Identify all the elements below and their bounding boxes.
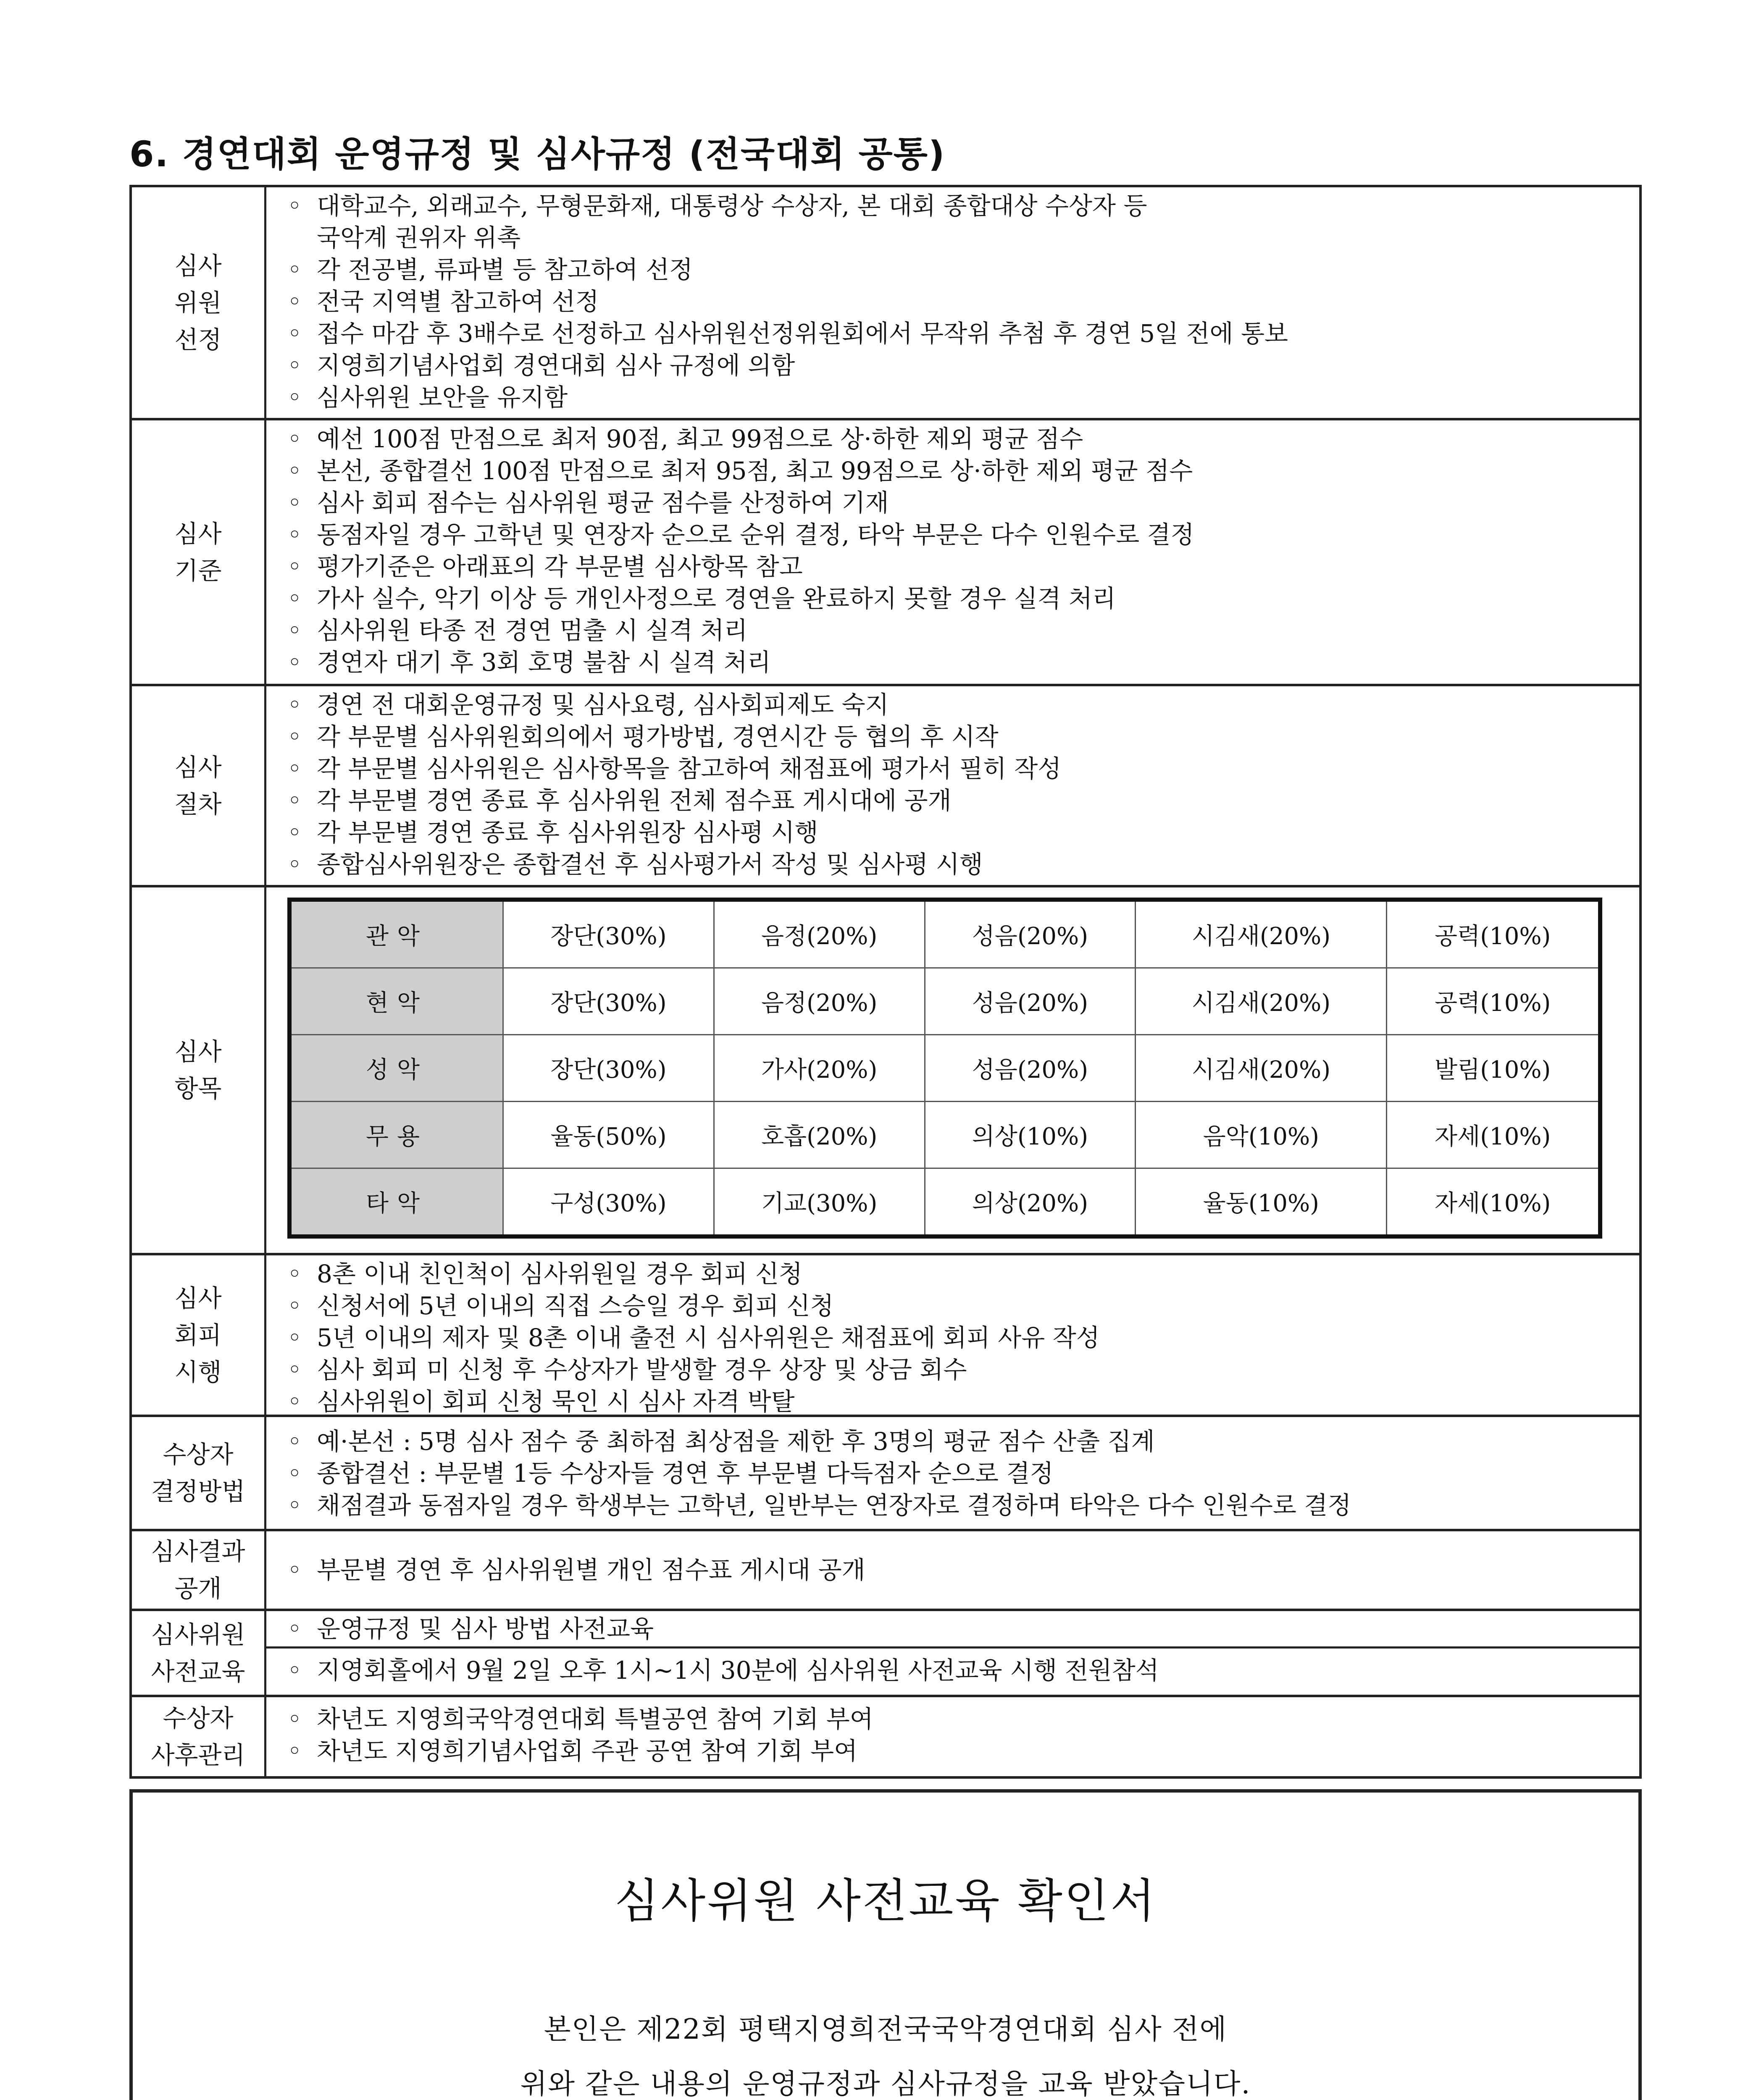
label-line: 심사 xyxy=(174,1037,222,1066)
table-cell: 시김새(20%) xyxy=(1136,968,1387,1035)
label-line: 항목 xyxy=(174,1074,222,1103)
regulations-table xyxy=(129,185,1642,1779)
category-cell: 무용 xyxy=(289,1102,503,1168)
category-cell: 성악 xyxy=(289,1035,503,1102)
table-cell: 음정(20%) xyxy=(714,968,925,1035)
confirmation-title: 심사위원 사전교육 확인서 xyxy=(614,1874,1157,1928)
list-item: ◦ 평가기준은 아래표의 각 부문별 심사항목 참고 xyxy=(287,552,803,581)
list-item: ◦ 심사위원 타종 전 경연 멈출 시 실격 처리 xyxy=(287,616,748,645)
table-row xyxy=(289,900,1600,968)
table-cell: 공력(10%) xyxy=(1387,968,1600,1035)
list-item: ◦ 심사 회피 미 신청 후 수상자가 발생할 경우 상장 및 상금 회수 xyxy=(287,1355,967,1384)
category-cell: 현악 xyxy=(289,968,503,1035)
list-item: ◦ 부문별 경연 후 심사위원별 개인 점수표 게시대 공개 xyxy=(287,1556,865,1584)
section-winner-decision xyxy=(132,1417,1639,1531)
scoring-grid xyxy=(287,898,1602,1239)
section-label xyxy=(132,187,266,418)
list-item: ◦ 채점결과 동점자일 경우 학생부는 고학년, 일반부는 연장자로 결정하며 타악은 다수 인원수로 결정 xyxy=(287,1491,1351,1520)
table-cell: 호흡(20%) xyxy=(714,1102,925,1168)
section-label xyxy=(132,1255,266,1415)
confirmation-line-1: 본인은 제22회 평택지영희전국국악경연대회 심사 전에 xyxy=(544,2013,1228,2045)
list-item-continuation: 국악계 권위자 위촉 xyxy=(317,223,521,252)
label-line: 수상자 xyxy=(163,1440,234,1469)
table-cell: 시김새(20%) xyxy=(1136,900,1387,968)
table-cell: 가사(20%) xyxy=(714,1035,925,1102)
label-line: 심사 xyxy=(174,251,222,280)
list-item: ◦ 심사 회피 점수는 심사위원 평균 점수를 산정하여 기재 xyxy=(287,488,889,517)
section-criteria xyxy=(132,420,1639,686)
section-label xyxy=(132,1611,266,1695)
table-cell: 공력(10%) xyxy=(1387,900,1600,968)
table-cell: 자세(10%) xyxy=(1387,1168,1600,1237)
label-line: 선정 xyxy=(174,325,222,354)
list-item: ◦ 동점자일 경우 고학년 및 연장자 순으로 순위 결정, 타악 부문은 다수 인원수로 결정 xyxy=(287,520,1194,549)
list-item: ◦ 본선, 종합결선 100점 만점으로 최저 95점, 최고 99점으로 상·하한 제외 평균 점수 xyxy=(287,457,1193,485)
label-line: 결정방법 xyxy=(151,1477,245,1506)
list-item: ◦ 대학교수, 외래교수, 무형문화재, 대통령상 수상자, 본 대회 종합대상 수상자 등 xyxy=(287,192,1147,220)
confirmation-box xyxy=(129,1789,1642,2100)
list-item: ◦ 차년도 지영희국악경연대회 특별공연 참여 기회 부여 xyxy=(287,1705,873,1733)
table-cell: 의상(10%) xyxy=(925,1102,1136,1168)
category-cell: 관악 xyxy=(289,900,503,968)
list-item: ◦ 접수 마감 후 3배수로 선정하고 심사위원선정위원회에서 무작위 추첨 후 경연 5일 전에 통보 xyxy=(287,319,1288,348)
section-label xyxy=(132,1417,266,1529)
list-item: ◦ 종합심사위원장은 종합결선 후 심사평가서 작성 및 심사평 시행 xyxy=(287,850,983,879)
list-item: ◦ 각 부문별 심사위원은 심사항목을 참고하여 채점표에 평가서 필히 작성 xyxy=(287,754,1062,783)
list-item: ◦ 지영회홀에서 9월 2일 오후 1시~1시 30분에 심사위원 사전교육 시행 전원참석 xyxy=(287,1656,1159,1685)
list-item: ◦ 경연 전 대회운영규정 및 심사요령, 심사회피제도 숙지 xyxy=(287,690,889,719)
table-cell: 음악(10%) xyxy=(1136,1102,1387,1168)
table-cell: 발림(10%) xyxy=(1387,1035,1600,1102)
table-cell: 시김새(20%) xyxy=(1136,1035,1387,1102)
list-item: ◦ 각 부문별 심사위원회의에서 평가방법, 경연시간 등 협의 후 시작 xyxy=(287,722,999,751)
table-cell: 성음(20%) xyxy=(925,1035,1136,1102)
table-row xyxy=(289,1168,1600,1237)
section-aftercare xyxy=(132,1697,1639,1776)
list-item: ◦ 경연자 대기 후 3회 호명 불참 시 실격 처리 xyxy=(287,648,771,677)
table-cell: 성음(20%) xyxy=(925,900,1136,968)
table-cell: 장단(30%) xyxy=(503,968,714,1035)
label-line: 기준 xyxy=(174,556,222,585)
list-item: ◦ 각 부문별 경연 종료 후 심사위원 전체 점수표 게시대에 공개 xyxy=(287,786,952,815)
table-cell: 율동(10%) xyxy=(1136,1168,1387,1237)
section-label xyxy=(132,686,266,885)
label-line: 회피 xyxy=(174,1320,222,1349)
list-item: ◦ 종합결선 : 부문별 1등 수상자들 경연 후 부문별 다득점자 순으로 결정 xyxy=(287,1459,1054,1488)
list-item: ◦ 운영규정 및 심사 방법 사전교육 xyxy=(287,1614,654,1643)
page-title: 6. 경연대회 운영규정 및 심사규정 (전국대회 공통) xyxy=(129,134,946,175)
label-line: 심사 xyxy=(174,1284,222,1312)
section-scoring-items xyxy=(132,887,1639,1255)
list-item: ◦ 지영희기념사업회 경연대회 심사 규정에 의함 xyxy=(287,351,795,380)
list-item: ◦ 예선 100점 만점으로 최저 90점, 최고 99점으로 상·하한 제외 평균 점수 xyxy=(287,425,1083,453)
table-cell: 장단(30%) xyxy=(503,1035,714,1102)
label-line: 위원 xyxy=(174,288,222,317)
list-item: ◦ 8촌 이내 친인척이 심사위원일 경우 회피 신청 xyxy=(287,1260,803,1288)
table-cell: 자세(10%) xyxy=(1387,1102,1600,1168)
table-cell: 성음(20%) xyxy=(925,968,1136,1035)
list-item: ◦ 5년 이내의 제자 및 8촌 이내 출전 시 심사위원은 채점표에 회피 사유 작성 xyxy=(287,1323,1100,1352)
section-result-disclosure xyxy=(132,1531,1639,1611)
section-education xyxy=(132,1611,1639,1697)
table-cell: 음정(20%) xyxy=(714,900,925,968)
section-avoidance xyxy=(132,1255,1639,1417)
confirmation-line-2: 위와 같은 내용의 운영규정과 심사규정을 교육 받았습니다. xyxy=(520,2068,1251,2100)
table-row xyxy=(289,968,1600,1035)
label-line: 심사 xyxy=(174,519,222,548)
section-selection xyxy=(132,187,1639,420)
label-line: 심사 xyxy=(174,753,222,782)
label-line: 공개 xyxy=(174,1574,222,1603)
label-line: 수상자 xyxy=(163,1704,234,1732)
list-item: ◦ 가사 실수, 악기 이상 등 개인사정으로 경연을 완료하지 못할 경우 실격 처리 xyxy=(287,584,1116,613)
list-item: ◦ 신청서에 5년 이내의 직접 스승일 경우 회피 신청 xyxy=(287,1292,834,1320)
section-label xyxy=(132,420,266,684)
label-line: 사전교육 xyxy=(151,1657,245,1686)
label-line: 심사결과 xyxy=(151,1537,245,1566)
list-item: ◦ 각 전공별, 류파별 등 참고하여 선정 xyxy=(287,255,693,284)
table-cell: 율동(50%) xyxy=(503,1102,714,1168)
section-label xyxy=(132,1531,266,1609)
section-procedure xyxy=(132,686,1639,887)
table-cell: 기교(30%) xyxy=(714,1168,925,1237)
label-line: 절차 xyxy=(174,790,222,819)
table-cell: 의상(20%) xyxy=(925,1168,1136,1237)
table-row xyxy=(289,1102,1600,1168)
table-cell: 구성(30%) xyxy=(503,1168,714,1237)
list-item: ◦ 예·본선 : 5명 심사 점수 중 최하점 최상점을 제한 후 3명의 평균 점수 산출 집계 xyxy=(287,1427,1155,1456)
list-item: ◦ 전국 지역별 참고하여 선정 xyxy=(287,287,599,316)
section-label xyxy=(132,1697,266,1776)
section-label xyxy=(132,887,266,1253)
label-line: 시행 xyxy=(174,1357,222,1386)
label-line: 심사위원 xyxy=(151,1620,245,1649)
label-line: 사후관리 xyxy=(151,1741,245,1769)
category-cell: 타악 xyxy=(289,1168,503,1237)
list-item: ◦ 심사위원 보안을 유지함 xyxy=(287,383,568,412)
table-cell: 장단(30%) xyxy=(503,900,714,968)
list-item: ◦ 차년도 지영희기념사업회 주관 공연 참여 기회 부여 xyxy=(287,1737,858,1765)
list-item: ◦ 심사위원이 회피 신청 묵인 시 심사 자격 박탈 xyxy=(287,1387,795,1416)
table-row xyxy=(289,1035,1600,1102)
list-item: ◦ 각 부문별 경연 종료 후 심사위원장 심사평 시행 xyxy=(287,818,818,847)
